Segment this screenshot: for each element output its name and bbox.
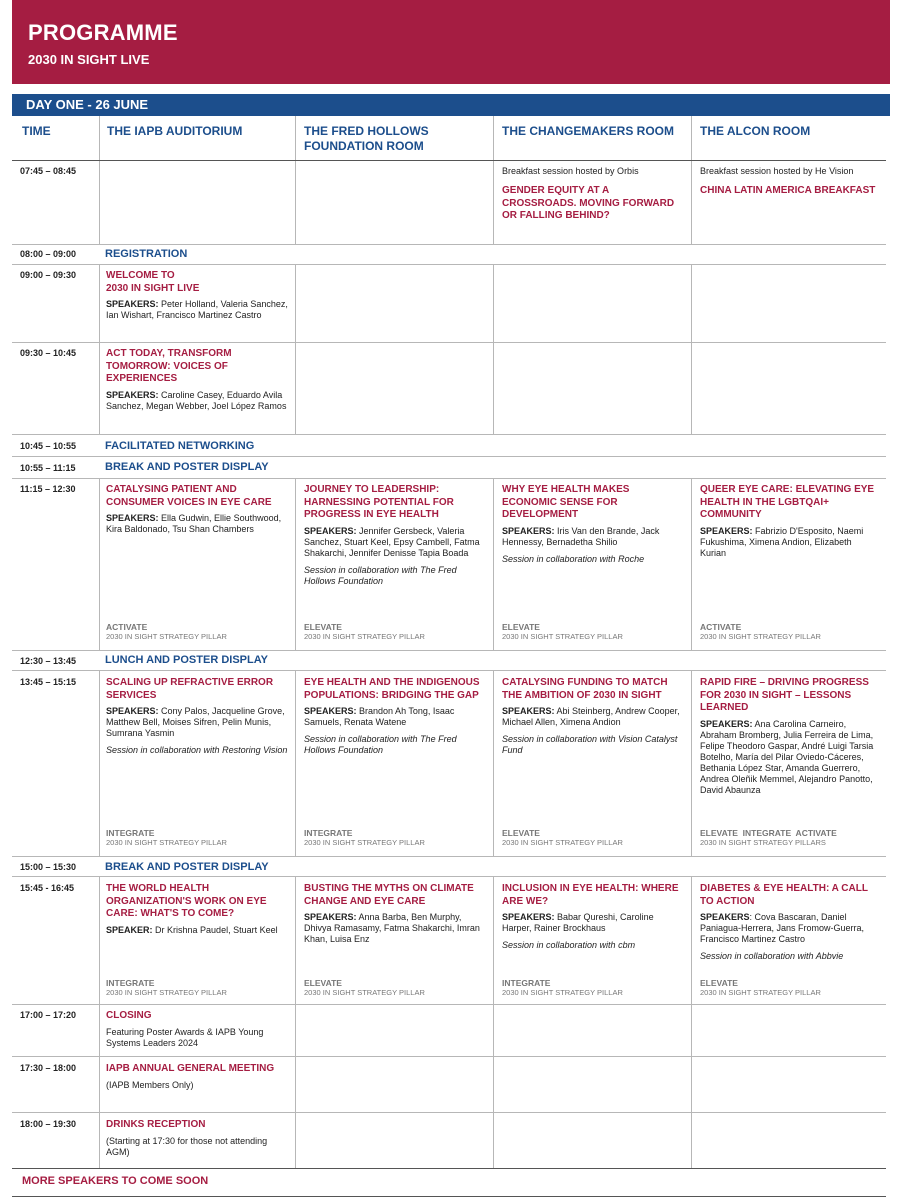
speakers-label: SPEAKERS: bbox=[304, 706, 357, 716]
session-welcome bbox=[98, 270, 296, 327]
time-slot: 08:00 – 09:00 bbox=[20, 249, 77, 259]
strategy-pillar bbox=[296, 623, 433, 641]
networking-row: FACILITATED NETWORKING bbox=[105, 440, 255, 452]
strategy-pillar bbox=[494, 829, 631, 847]
session-economic-sense bbox=[494, 484, 692, 569]
time-slot: 12:30 – 13:45 bbox=[20, 656, 77, 666]
session-speakers bbox=[502, 912, 684, 934]
footer-note: MORE SPEAKERS TO COME SOON bbox=[22, 1175, 209, 1187]
time-slot: 13:45 – 15:15 bbox=[20, 677, 77, 687]
pillar-name: ACTIVATE bbox=[106, 622, 148, 632]
row-divider bbox=[12, 876, 886, 877]
session-title: CATALYSING FUNDING TO MATCH THE AMBITION OF 2030 IN SIGHT bbox=[502, 677, 668, 701]
session-description: (IAPB Members Only) bbox=[106, 1079, 194, 1090]
session-hevision-breakfast bbox=[692, 166, 888, 202]
time-slot: 09:30 – 10:45 bbox=[20, 348, 77, 358]
speaker-label: SPEAKER: bbox=[106, 924, 153, 935]
column-divider bbox=[295, 116, 296, 244]
session-speakers bbox=[106, 513, 288, 535]
session-intro: Breakfast session hosted by Orbis bbox=[502, 166, 639, 176]
session-climate-change bbox=[296, 883, 494, 951]
pillar-subtitle: 2030 IN SIGHT STRATEGY PILLARS bbox=[700, 838, 826, 847]
break-row: BREAK AND POSTER DISPLAY bbox=[105, 861, 269, 873]
time-slot: 15:45 - 16:45 bbox=[20, 883, 75, 893]
pillar-subtitle: 2030 IN SIGHT STRATEGY PILLAR bbox=[502, 632, 623, 641]
column-header-iapb-auditorium: THE IAPB AUDITORIUM bbox=[107, 124, 243, 138]
speakers-names: Ana Carolina Carneiro, Abraham Bromberg, Julia Ferreira de Lima, Felipe Theodoro Gaspar, André Luigi Tarsia Botelho, María del Pilar Oviedo-Cáceres, Bethania López Star, Amanda Guerrero, Andrea Oleñik Memmel, Alejandro Panotto, David Abaunza bbox=[700, 718, 874, 795]
strategy-pillar bbox=[692, 979, 829, 997]
session-diabetes bbox=[692, 883, 888, 966]
session-title: ACT TODAY, TRANSFORM TOMORROW: VOICES OF EXPERIENCES bbox=[106, 348, 232, 384]
session-speakers bbox=[304, 912, 486, 945]
row-divider bbox=[12, 434, 886, 435]
session-speakers bbox=[700, 719, 880, 796]
pillar-name: INTEGRATE bbox=[304, 828, 353, 838]
speakers-label: SPEAKERS bbox=[700, 912, 750, 922]
pillar-name: INTEGRATE bbox=[502, 978, 551, 988]
session-title: WELCOME TO bbox=[106, 270, 175, 281]
speakers-label: SPEAKERS: bbox=[106, 299, 159, 309]
column-header-alcon-room: THE ALCON ROOM bbox=[700, 124, 811, 138]
pillar-subtitle: 2030 IN SIGHT STRATEGY PILLAR bbox=[304, 988, 425, 997]
speakers-label: SPEAKERS: bbox=[502, 912, 555, 922]
time-slot: 17:30 – 18:00 bbox=[20, 1063, 77, 1073]
column-header-changemakers-room: THE CHANGEMAKERS ROOM bbox=[502, 124, 675, 138]
strategy-pillar bbox=[98, 829, 235, 847]
strategy-pillar bbox=[692, 623, 829, 641]
programme-banner bbox=[12, 0, 890, 84]
pillar-subtitle: 2030 IN SIGHT STRATEGY PILLAR bbox=[700, 988, 821, 997]
pillar-name: ELEVATE bbox=[502, 622, 540, 632]
session-description: Featuring Poster Awards & IAPB Young Systems Leaders 2024 bbox=[106, 1026, 264, 1048]
pillar-subtitle: 2030 IN SIGHT STRATEGY PILLAR bbox=[304, 838, 425, 847]
speakers-names: Brandon Ah Tong, Isaac Samuels, Renata Watene bbox=[304, 706, 455, 727]
column-divider bbox=[99, 116, 100, 244]
session-orbis-breakfast bbox=[494, 166, 692, 227]
session-title: SCALING UP REFRACTIVE ERROR SERVICES bbox=[106, 677, 274, 701]
session-queer-eye-care bbox=[692, 484, 888, 565]
session-speakers bbox=[106, 925, 288, 936]
speakers-label: SPEAKERS: bbox=[700, 718, 753, 729]
session-closing bbox=[98, 1010, 296, 1049]
column-header-time: TIME bbox=[22, 124, 51, 138]
session-speakers bbox=[304, 706, 486, 728]
speakers-names: Caroline Casey, Eduardo Avila Sanchez, Megan Webber, Joel López Ramos bbox=[106, 389, 287, 411]
speakers-label: SPEAKERS: bbox=[502, 706, 555, 716]
session-note: Session in collaboration with Vision Catalyst Fund bbox=[502, 734, 678, 755]
registration-row: REGISTRATION bbox=[105, 248, 188, 260]
strategy-pillar bbox=[98, 623, 235, 641]
session-title: THE WORLD HEALTH ORGANIZATION'S WORK ON EYE CARE: WHAT'S TO COME? bbox=[106, 883, 267, 919]
page-subtitle: 2030 IN SIGHT LIVE bbox=[28, 52, 150, 67]
speakers-label: SPEAKERS: bbox=[106, 513, 159, 523]
speakers-names: Cony Palos, Jacqueline Grove, Matthew Bell, Moises Sifren, Pelin Munis, Sumrana Yasmin bbox=[106, 706, 285, 738]
pillar-name: ELEVATE INTEGRATE ACTIVATE bbox=[700, 828, 837, 838]
time-slot: 09:00 – 09:30 bbox=[20, 270, 77, 280]
session-title: DRINKS RECEPTION bbox=[106, 1119, 206, 1130]
footer-divider bbox=[12, 1196, 886, 1197]
pillar-name: INTEGRATE bbox=[106, 828, 155, 838]
session-journey-to-leadership bbox=[296, 484, 494, 591]
speakers-label: SPEAKERS: bbox=[106, 389, 159, 400]
break-row: BREAK AND POSTER DISPLAY bbox=[105, 461, 269, 473]
speakers-label: SPEAKERS: bbox=[502, 525, 555, 536]
session-speakers bbox=[502, 706, 684, 728]
row-divider bbox=[12, 342, 886, 343]
pillar-name: ELEVATE bbox=[304, 978, 342, 988]
row-divider bbox=[12, 1056, 886, 1057]
session-note: Session in collaboration with The Fred Hollows Foundation bbox=[304, 564, 457, 586]
speakers-names: Anna Barba, Ben Murphy, Dhivya Ramasamy, Fatma Shakarchi, Imran Khan, Luisa Enz bbox=[304, 912, 480, 944]
session-who-eye-care bbox=[98, 883, 296, 942]
session-speakers bbox=[106, 299, 288, 321]
strategy-pillar bbox=[296, 829, 433, 847]
pillar-name: ACTIVATE bbox=[700, 622, 742, 632]
row-divider bbox=[12, 1112, 886, 1113]
lunch-row: LUNCH AND POSTER DISPLAY bbox=[105, 654, 268, 666]
column-header-fred-hollows-room: THE FRED HOLLOWS FOUNDATION ROOM bbox=[304, 124, 429, 153]
row-divider bbox=[12, 264, 886, 265]
speakers-names: Abi Steinberg, Andrew Cooper, Michael Allen, Ximena Andion bbox=[502, 706, 680, 727]
session-inclusion bbox=[494, 883, 692, 955]
pillar-subtitle: 2030 IN SIGHT STRATEGY PILLAR bbox=[502, 988, 623, 997]
session-title: QUEER EYE CARE: ELEVATING EYE HEALTH IN THE LGBTQAI+ COMMUNITY bbox=[700, 484, 875, 520]
pillar-subtitle: 2030 IN SIGHT STRATEGY PILLAR bbox=[106, 838, 227, 847]
pillar-subtitle: 2030 IN SIGHT STRATEGY PILLAR bbox=[502, 838, 623, 847]
speakers-names: Iris Van den Brande, Jack Hennessy, Bernadetha Shilio bbox=[502, 525, 660, 547]
session-title: DIABETES & EYE HEALTH: A CALL TO ACTION bbox=[700, 883, 868, 907]
speakers-names: Peter Holland, Valeria Sanchez, Ian Wishart, Francisco Martinez Castro bbox=[106, 299, 288, 320]
schedule-table bbox=[12, 116, 890, 1196]
column-divider bbox=[691, 264, 692, 434]
speakers-names: Ella Gudwin, Ellie Southwood, Kira Baldonado, Tsu Shan Chambers bbox=[106, 513, 282, 534]
session-note: Session in collaboration with Restoring Vision bbox=[106, 745, 288, 755]
speakers-label: SPEAKERS: bbox=[106, 706, 159, 716]
session-rapid-fire bbox=[692, 677, 888, 802]
day-heading: DAY ONE - 26 JUNE bbox=[12, 94, 890, 116]
row-divider bbox=[12, 160, 886, 161]
row-divider bbox=[12, 650, 886, 651]
session-speakers bbox=[502, 526, 684, 548]
pillar-name: ELEVATE bbox=[700, 978, 738, 988]
column-divider bbox=[493, 264, 494, 434]
time-slot: 07:45 – 08:45 bbox=[20, 166, 77, 176]
session-title: WHY EYE HEALTH MAKES ECONOMIC SENSE FOR DEVELOPMENT bbox=[502, 484, 630, 520]
session-agm bbox=[98, 1063, 296, 1091]
time-slot: 18:00 – 19:30 bbox=[20, 1119, 77, 1129]
session-act-today bbox=[98, 348, 296, 418]
speakers-names: Dr Krishna Paudel, Stuart Keel bbox=[155, 924, 278, 935]
strategy-pillar bbox=[296, 979, 433, 997]
session-title: RAPID FIRE – DRIVING PROGRESS FOR 2030 IN SIGHT – LESSONS LEARNED bbox=[700, 677, 869, 713]
time-slot: 15:00 – 15:30 bbox=[20, 862, 77, 872]
session-speakers bbox=[700, 912, 880, 945]
strategy-pillar bbox=[692, 829, 845, 847]
row-divider bbox=[12, 1168, 886, 1169]
session-title: EYE HEALTH AND THE INDIGENOUS POPULATIONS: BRIDGING THE GAP bbox=[304, 677, 480, 701]
session-catalysing-funding bbox=[494, 677, 692, 760]
session-title: CATALYSING PATIENT AND CONSUMER VOICES IN EYE CARE bbox=[106, 484, 272, 508]
session-title: IAPB ANNUAL GENERAL MEETING bbox=[106, 1063, 275, 1074]
session-speakers bbox=[106, 390, 288, 412]
speakers-names: Jennifer Gersbeck, Valeria Sanchez, Stuart Keel, Epsy Cambell, Fatma Shakarchi, Jennifer Denisse Tapia Boada bbox=[304, 525, 480, 558]
pillar-subtitle: 2030 IN SIGHT STRATEGY PILLAR bbox=[700, 632, 821, 641]
time-slot: 10:45 – 10:55 bbox=[20, 441, 77, 451]
speakers-label: SPEAKERS: bbox=[304, 912, 357, 922]
strategy-pillar bbox=[494, 979, 631, 997]
session-title: 2030 IN SIGHT LIVE bbox=[106, 282, 200, 294]
session-speakers bbox=[304, 526, 486, 559]
time-slot: 17:00 – 17:20 bbox=[20, 1010, 77, 1020]
session-title: GENDER EQUITY AT A CROSSROADS. MOVING FORWARD OR FALLING BEHIND? bbox=[502, 185, 675, 221]
speakers-names: Fabrizio D'Esposito, Naemi Fukushima, Ximena Andion, Elizabeth Kurian bbox=[700, 525, 864, 558]
session-title: BUSTING THE MYTHS ON CLIMATE CHANGE AND EYE CARE bbox=[304, 883, 474, 907]
strategy-pillar bbox=[98, 979, 235, 997]
speakers-names: : Cova Bascaran, Daniel Paniagua-Herrera, Jans Fromow-Guerra, Francisco Martinez Castro bbox=[700, 912, 865, 944]
pillar-name: INTEGRATE bbox=[106, 978, 155, 988]
session-title: CLOSING bbox=[106, 1010, 152, 1021]
pillar-subtitle: 2030 IN SIGHT STRATEGY PILLAR bbox=[304, 632, 425, 641]
speakers-label: SPEAKERS: bbox=[700, 525, 753, 536]
time-slot: 10:55 – 11:15 bbox=[20, 463, 76, 473]
session-patient-voices bbox=[98, 484, 296, 541]
row-divider bbox=[12, 856, 886, 857]
row-divider bbox=[12, 478, 886, 479]
session-note: Session in collaboration with Roche bbox=[502, 553, 645, 564]
row-divider bbox=[12, 244, 886, 245]
speakers-names: Babar Qureshi, Caroline Harper, Rainer Brockhaus bbox=[502, 912, 654, 933]
row-divider bbox=[12, 670, 886, 671]
session-note: Session in collaboration with The Fred Hollows Foundation bbox=[304, 734, 457, 755]
pillar-subtitle: 2030 IN SIGHT STRATEGY PILLAR bbox=[106, 632, 227, 641]
pillar-name: ELEVATE bbox=[304, 622, 342, 632]
session-note: Session in collaboration with Abbvie bbox=[700, 951, 844, 961]
speakers-label: SPEAKERS: bbox=[304, 525, 357, 536]
session-description: (Starting at 17:30 for those not attending AGM) bbox=[106, 1135, 268, 1157]
pillar-name: ELEVATE bbox=[502, 828, 540, 838]
session-title: CHINA LATIN AMERICA BREAKFAST bbox=[700, 185, 876, 196]
session-refractive-error bbox=[98, 677, 296, 760]
row-divider bbox=[12, 456, 886, 457]
page-title: PROGRAMME bbox=[28, 20, 178, 45]
session-intro: Breakfast session hosted by He Vision bbox=[700, 166, 854, 176]
session-speakers bbox=[106, 706, 288, 739]
time-slot: 11:15 – 12:30 bbox=[20, 484, 76, 494]
session-drinks bbox=[98, 1119, 296, 1158]
session-title: JOURNEY TO LEADERSHIP: HARNESSING POTENTIAL FOR PROGRESS IN EYE HEALTH bbox=[304, 484, 454, 520]
session-title: INCLUSION IN EYE HEALTH: WHERE ARE WE? bbox=[502, 883, 679, 907]
pillar-subtitle: 2030 IN SIGHT STRATEGY PILLAR bbox=[106, 988, 227, 997]
session-speakers bbox=[700, 526, 880, 559]
row-divider bbox=[12, 1004, 886, 1005]
session-indigenous-populations bbox=[296, 677, 494, 760]
strategy-pillar bbox=[494, 623, 631, 641]
session-note: Session in collaboration with cbm bbox=[502, 940, 636, 950]
